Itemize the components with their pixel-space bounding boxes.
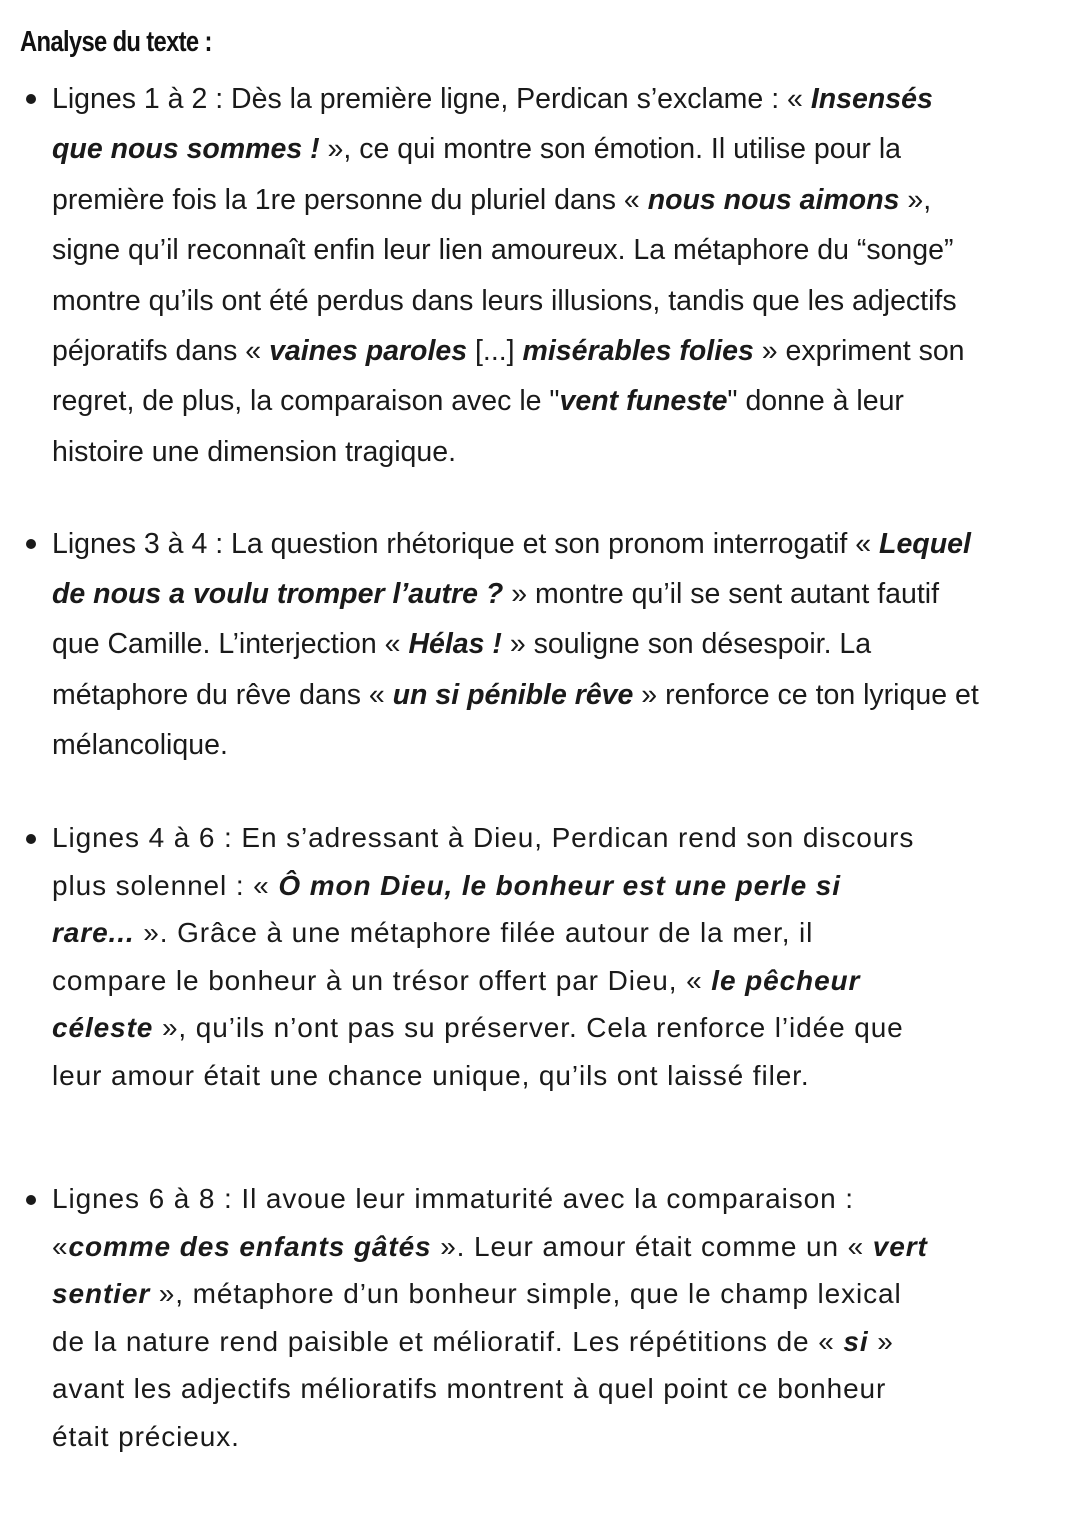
quote-emphasis: sentier: [52, 1278, 151, 1310]
quote-emphasis: si: [843, 1325, 869, 1357]
text-run: plus solennel : «: [52, 869, 279, 901]
quote-emphasis: Lequel: [879, 528, 971, 560]
quote-emphasis: Ô mon Dieu, le bonheur est une perle si: [278, 869, 841, 901]
paragraph: [52, 814, 914, 1100]
text-run: » renforce ce ton lyrique et: [633, 678, 979, 711]
text-run: Lignes 3 à 4 : La question rhétorique et son pronom interrogatif «: [52, 528, 880, 560]
quote-emphasis: vaines paroles: [269, 335, 468, 368]
text-run: regret, de plus, la comparaison avec le ": [52, 385, 560, 418]
text-run: », métaphore d’un bonheur simple, que le champ lexical: [150, 1278, 902, 1310]
text-run: Lignes 6 à 8 : Il avoue leur immaturité avec la comparaison :: [52, 1183, 854, 1214]
text-run: »: [868, 1325, 894, 1357]
page-title: Analyse du texte :: [20, 26, 212, 58]
paragraph: [52, 74, 965, 477]
text-line: [52, 909, 914, 957]
text-line: [52, 519, 979, 569]
quote-emphasis: Hélas !: [408, 628, 502, 661]
text-run: montre qu’ils ont été perdus dans leurs illusions, tandis que les adjectifs: [52, 284, 957, 317]
text-line: [52, 1052, 914, 1100]
quote-emphasis: rare...: [52, 917, 135, 949]
paragraph: [52, 519, 979, 770]
text-run: était précieux.: [52, 1420, 240, 1452]
quote-emphasis: vent funeste: [559, 385, 728, 418]
text-run: mélancolique.: [52, 728, 228, 761]
text-run: Lignes 1 à 2 : Dès la première ligne, Perdican s’exclame : «: [52, 83, 811, 115]
text-run: », qu’ils n’ont pas su préserver. Cela renforce l’idée que: [153, 1012, 904, 1044]
text-line: [52, 1175, 928, 1223]
text-run: avant les adjectifs mélioratifs montrent à quel point ce bonheur: [52, 1373, 887, 1405]
text-line: [52, 619, 979, 669]
text-run: compare le bonheur à un trésor offert par Dieu, «: [52, 964, 712, 996]
text-run: [...]: [467, 335, 523, 368]
text-run: péjoratifs dans «: [52, 335, 270, 368]
quote-emphasis: que nous sommes !: [52, 133, 320, 166]
text-line: [52, 1270, 928, 1318]
text-line: [52, 326, 965, 376]
text-line: [52, 1365, 928, 1413]
text-line: [52, 1413, 928, 1461]
text-line: [52, 1318, 928, 1366]
quote-emphasis: vert: [872, 1230, 928, 1262]
bullet-icon: [26, 834, 36, 844]
text-run: métaphore du rêve dans «: [52, 678, 393, 711]
text-run: première fois la 1re personne du pluriel dans «: [52, 183, 648, 216]
text-line: [52, 175, 965, 225]
bullet-icon: [26, 1195, 36, 1205]
text-run: » souligne son désespoir. La: [501, 628, 872, 661]
quote-emphasis: le pêcheur: [711, 964, 861, 996]
text-run: histoire une dimension tragique.: [52, 435, 456, 468]
text-line: [52, 276, 965, 326]
bullet-icon: [26, 94, 36, 104]
text-line: [52, 1223, 928, 1271]
text-run: »,: [899, 183, 932, 216]
text-run: leur amour était une chance unique, qu’ils ont laissé filer.: [52, 1059, 810, 1091]
text-line: [52, 814, 914, 862]
text-run: «: [52, 1230, 69, 1262]
quote-emphasis: de nous a voulu tromper l’autre ?: [52, 578, 504, 611]
text-run: ». Grâce à une métaphore filée autour de la mer, il: [134, 917, 814, 949]
text-run: signe qu’il reconnaît enfin leur lien amoureux. La métaphore du “songe”: [52, 234, 954, 267]
text-run: » montre qu’il se sent autant fautif: [503, 578, 939, 611]
paragraph: [52, 1175, 928, 1461]
text-line: [52, 1004, 914, 1052]
text-line: [52, 124, 965, 174]
quote-emphasis: Insensés: [810, 83, 933, 115]
quote-emphasis: un si pénible rêve: [392, 678, 634, 711]
text-run: que Camille. L’interjection «: [52, 628, 409, 661]
text-line: [52, 427, 965, 477]
text-line: [52, 569, 979, 619]
text-run: ». Leur amour était comme un «: [431, 1230, 873, 1262]
bullet-icon: [26, 539, 36, 549]
text-line: [52, 670, 979, 720]
text-line: [52, 74, 965, 124]
text-run: » expriment son: [753, 335, 965, 368]
quote-emphasis: misérables folies: [522, 335, 754, 368]
quote-emphasis: céleste: [52, 1012, 154, 1044]
text-run: " donne à leur: [727, 385, 904, 418]
text-line: [52, 862, 914, 910]
text-run: Lignes 4 à 6 : En s’adressant à Dieu, Perdican rend son discours: [52, 822, 915, 853]
text-run: de la nature rend paisible et mélioratif. Les répétitions de «: [52, 1325, 844, 1357]
text-line: [52, 376, 965, 426]
text-run: », ce qui montre son émotion. Il utilise pour la: [319, 133, 902, 166]
quote-emphasis: comme des enfants gâtés: [68, 1230, 432, 1262]
text-line: [52, 957, 914, 1005]
text-line: [52, 720, 979, 770]
quote-emphasis: nous nous aimons: [647, 183, 900, 216]
text-line: [52, 225, 965, 275]
